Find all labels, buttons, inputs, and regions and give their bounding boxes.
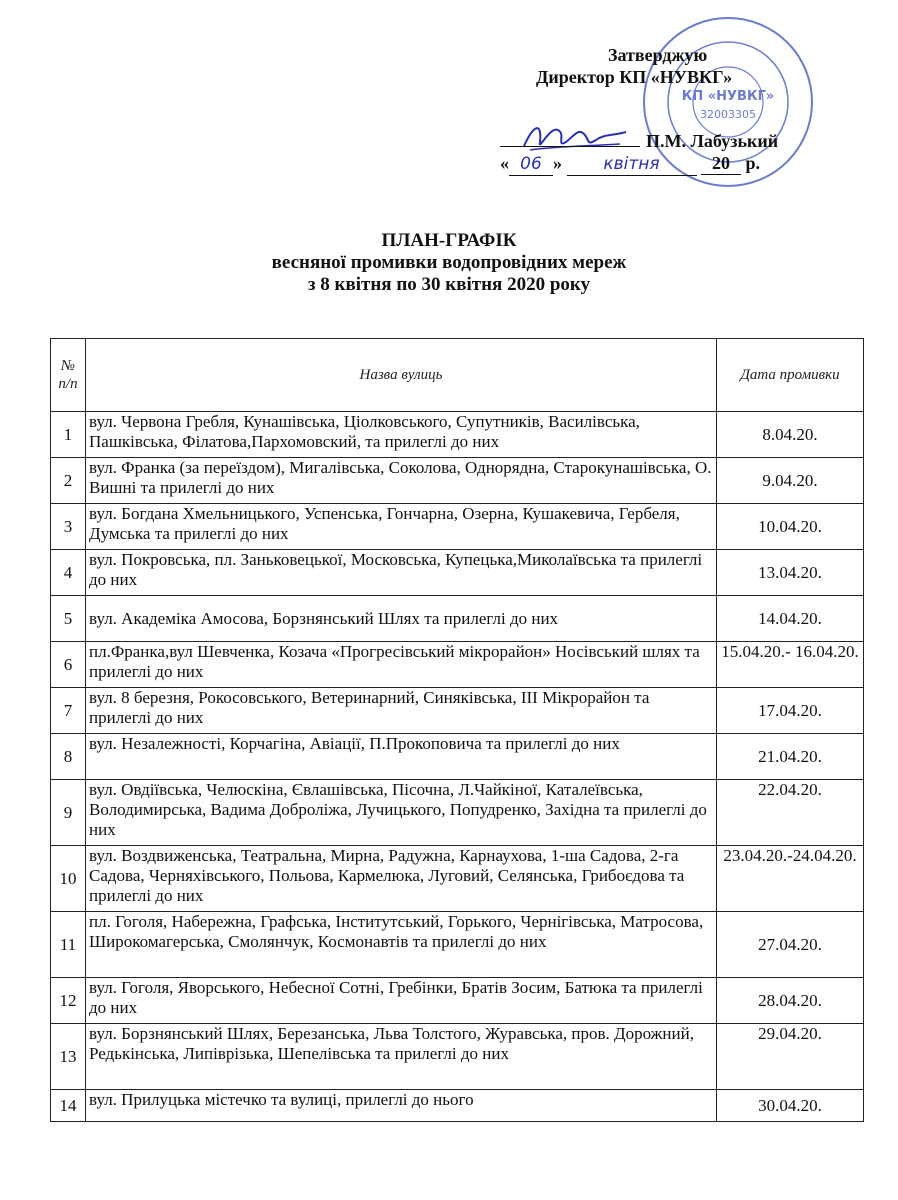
table-row <box>51 846 864 912</box>
row-number: 10 <box>51 846 86 912</box>
table-row <box>51 412 864 458</box>
row-number: 1 <box>51 412 86 458</box>
row-date: 28.04.20. <box>717 978 864 1024</box>
row-streets: вул. Академіка Амосова, Борзнянський Шлях та прилеглі до них <box>86 596 717 642</box>
row-date: 22.04.20. <box>717 780 864 846</box>
row-date: 9.04.20. <box>717 458 864 504</box>
approval-day: 06 <box>509 153 553 176</box>
row-streets: вул. Богдана Хмельницького, Успенська, Гончарна, Озерна, Кушакевича, Гербеля, Думська та прилеглі до них <box>86 504 717 550</box>
approval-heading: Затверджую <box>608 45 708 65</box>
header-streets: Назва вулиць <box>86 339 717 412</box>
row-date: 23.04.20.-24.04.20. <box>717 846 864 912</box>
row-number: 3 <box>51 504 86 550</box>
row-streets: вул. Борзнянський Шлях, Березанська, Льва Толстого, Журавська, пров. Дорожний, Редькінська, Липіврізька, Шепелівська та прилеглі до них <box>86 1024 717 1090</box>
row-date: 21.04.20. <box>717 734 864 780</box>
row-streets: вул. Незалежності, Корчагіна, Авіації, П.Прокоповича та прилеглі до них <box>86 734 717 780</box>
row-number: 9 <box>51 780 86 846</box>
row-number: 11 <box>51 912 86 978</box>
stamp-center-line2: 32003305 <box>700 108 756 121</box>
table-row <box>51 978 864 1024</box>
row-streets: пл.Франка,вул Шевченка, Козача «Прогресівський мікрорайон» Носівський шлях та прилеглі до них <box>86 642 717 688</box>
row-date: 17.04.20. <box>717 688 864 734</box>
header-number: № п/п <box>51 339 86 412</box>
table-row <box>51 550 864 596</box>
title-subtitle: весняної промивки водопровідних мереж <box>271 252 627 273</box>
table-row <box>51 596 864 642</box>
row-streets: вул. Франка (за переїздом), Мигалівська, Соколова, Однорядна, Старокунашівська, О. Вишні та прилеглі до них <box>86 458 717 504</box>
title-period: з 8 квітня по 30 квітня 2020 року <box>307 274 591 295</box>
table-row <box>51 1024 864 1090</box>
row-number: 7 <box>51 688 86 734</box>
signature-underline <box>500 130 640 147</box>
row-date: 13.04.20. <box>717 550 864 596</box>
approval-signer: П.М. Лабузький <box>646 131 779 151</box>
approval-year-suffix: р. <box>745 153 761 173</box>
approval-month: квітня <box>567 153 697 176</box>
row-date: 10.04.20. <box>717 504 864 550</box>
title-main: ПЛАН-ГРАФІК <box>381 230 517 251</box>
approval-open-quote: « <box>500 153 509 173</box>
row-number: 13 <box>51 1024 86 1090</box>
row-number: 6 <box>51 642 86 688</box>
row-streets: пл. Гоголя, Набережна, Графська, Інститутський, Горького, Чернігівська, Матросова, Широкомагерська, Смолянчук, Космонавтів та прилеглі до них <box>86 912 717 978</box>
table-row <box>51 642 864 688</box>
row-date: 30.04.20. <box>717 1090 864 1122</box>
document-title <box>0 230 898 296</box>
row-streets: вул. 8 березня, Рокосовського, Ветеринарний, Синяківська, ІІІ Мікрорайон та прилеглі до них <box>86 688 717 734</box>
table-row <box>51 688 864 734</box>
row-date: 27.04.20. <box>717 912 864 978</box>
table-row <box>51 912 864 978</box>
table-header-row <box>51 339 864 412</box>
row-streets: вул. Гоголя, Яворського, Небесної Сотні, Гребінки, Братів Зосим, Батюка та прилеглі до них <box>86 978 717 1024</box>
row-streets: вул. Воздвиженська, Театральна, Мирна, Радужна, Карнаухова, 1-ша Садова, 2-га Садова, Черняхівського, Польова, Кармелюка, Луговий, Селянська, Грибоєдова та прилеглі до них <box>86 846 717 912</box>
row-date: 15.04.20.- 16.04.20. <box>717 642 864 688</box>
table-row <box>51 504 864 550</box>
row-date: 8.04.20. <box>717 412 864 458</box>
row-number: 8 <box>51 734 86 780</box>
approval-year: 20 <box>701 152 741 175</box>
table-row <box>51 734 864 780</box>
row-number: 4 <box>51 550 86 596</box>
row-date: 14.04.20. <box>717 596 864 642</box>
row-date: 29.04.20. <box>717 1024 864 1090</box>
row-streets: вул. Прилуцька містечко та вулиці, прилеглі до нього <box>86 1090 717 1122</box>
table-row <box>51 458 864 504</box>
table-row <box>51 1090 864 1122</box>
table-row <box>51 780 864 846</box>
schedule-table <box>50 338 864 1122</box>
row-number: 14 <box>51 1090 86 1122</box>
row-number: 5 <box>51 596 86 642</box>
header-date: Дата промивки <box>717 339 864 412</box>
row-streets: вул. Овдіївська, Челюскіна, Євлашівська, Пісочна, Л.Чайкіної, Каталеївська, Володимирська, Вадима Доброліжа, Лучицького, Попудренко, Західна та прилеглі до них <box>86 780 717 846</box>
row-number: 2 <box>51 458 86 504</box>
approval-close-quote: » <box>553 153 562 173</box>
row-streets: вул. Червона Гребля, Кунашівська, Ціолковського, Супутників, Василівська, Пашківська, Філатова,Пархомовский, та прилеглі до них <box>86 412 717 458</box>
approval-date <box>500 152 760 176</box>
stamp-center-line1: КП «НУВКГ» <box>681 89 775 104</box>
approval-signature-line <box>500 130 778 152</box>
approval-position: Директор КП «НУВКГ» <box>536 67 733 87</box>
row-streets: вул. Покровська, пл. Заньковецької, Московська, Купецька,Миколаївська та прилеглі до них <box>86 550 717 596</box>
row-number: 12 <box>51 978 86 1024</box>
